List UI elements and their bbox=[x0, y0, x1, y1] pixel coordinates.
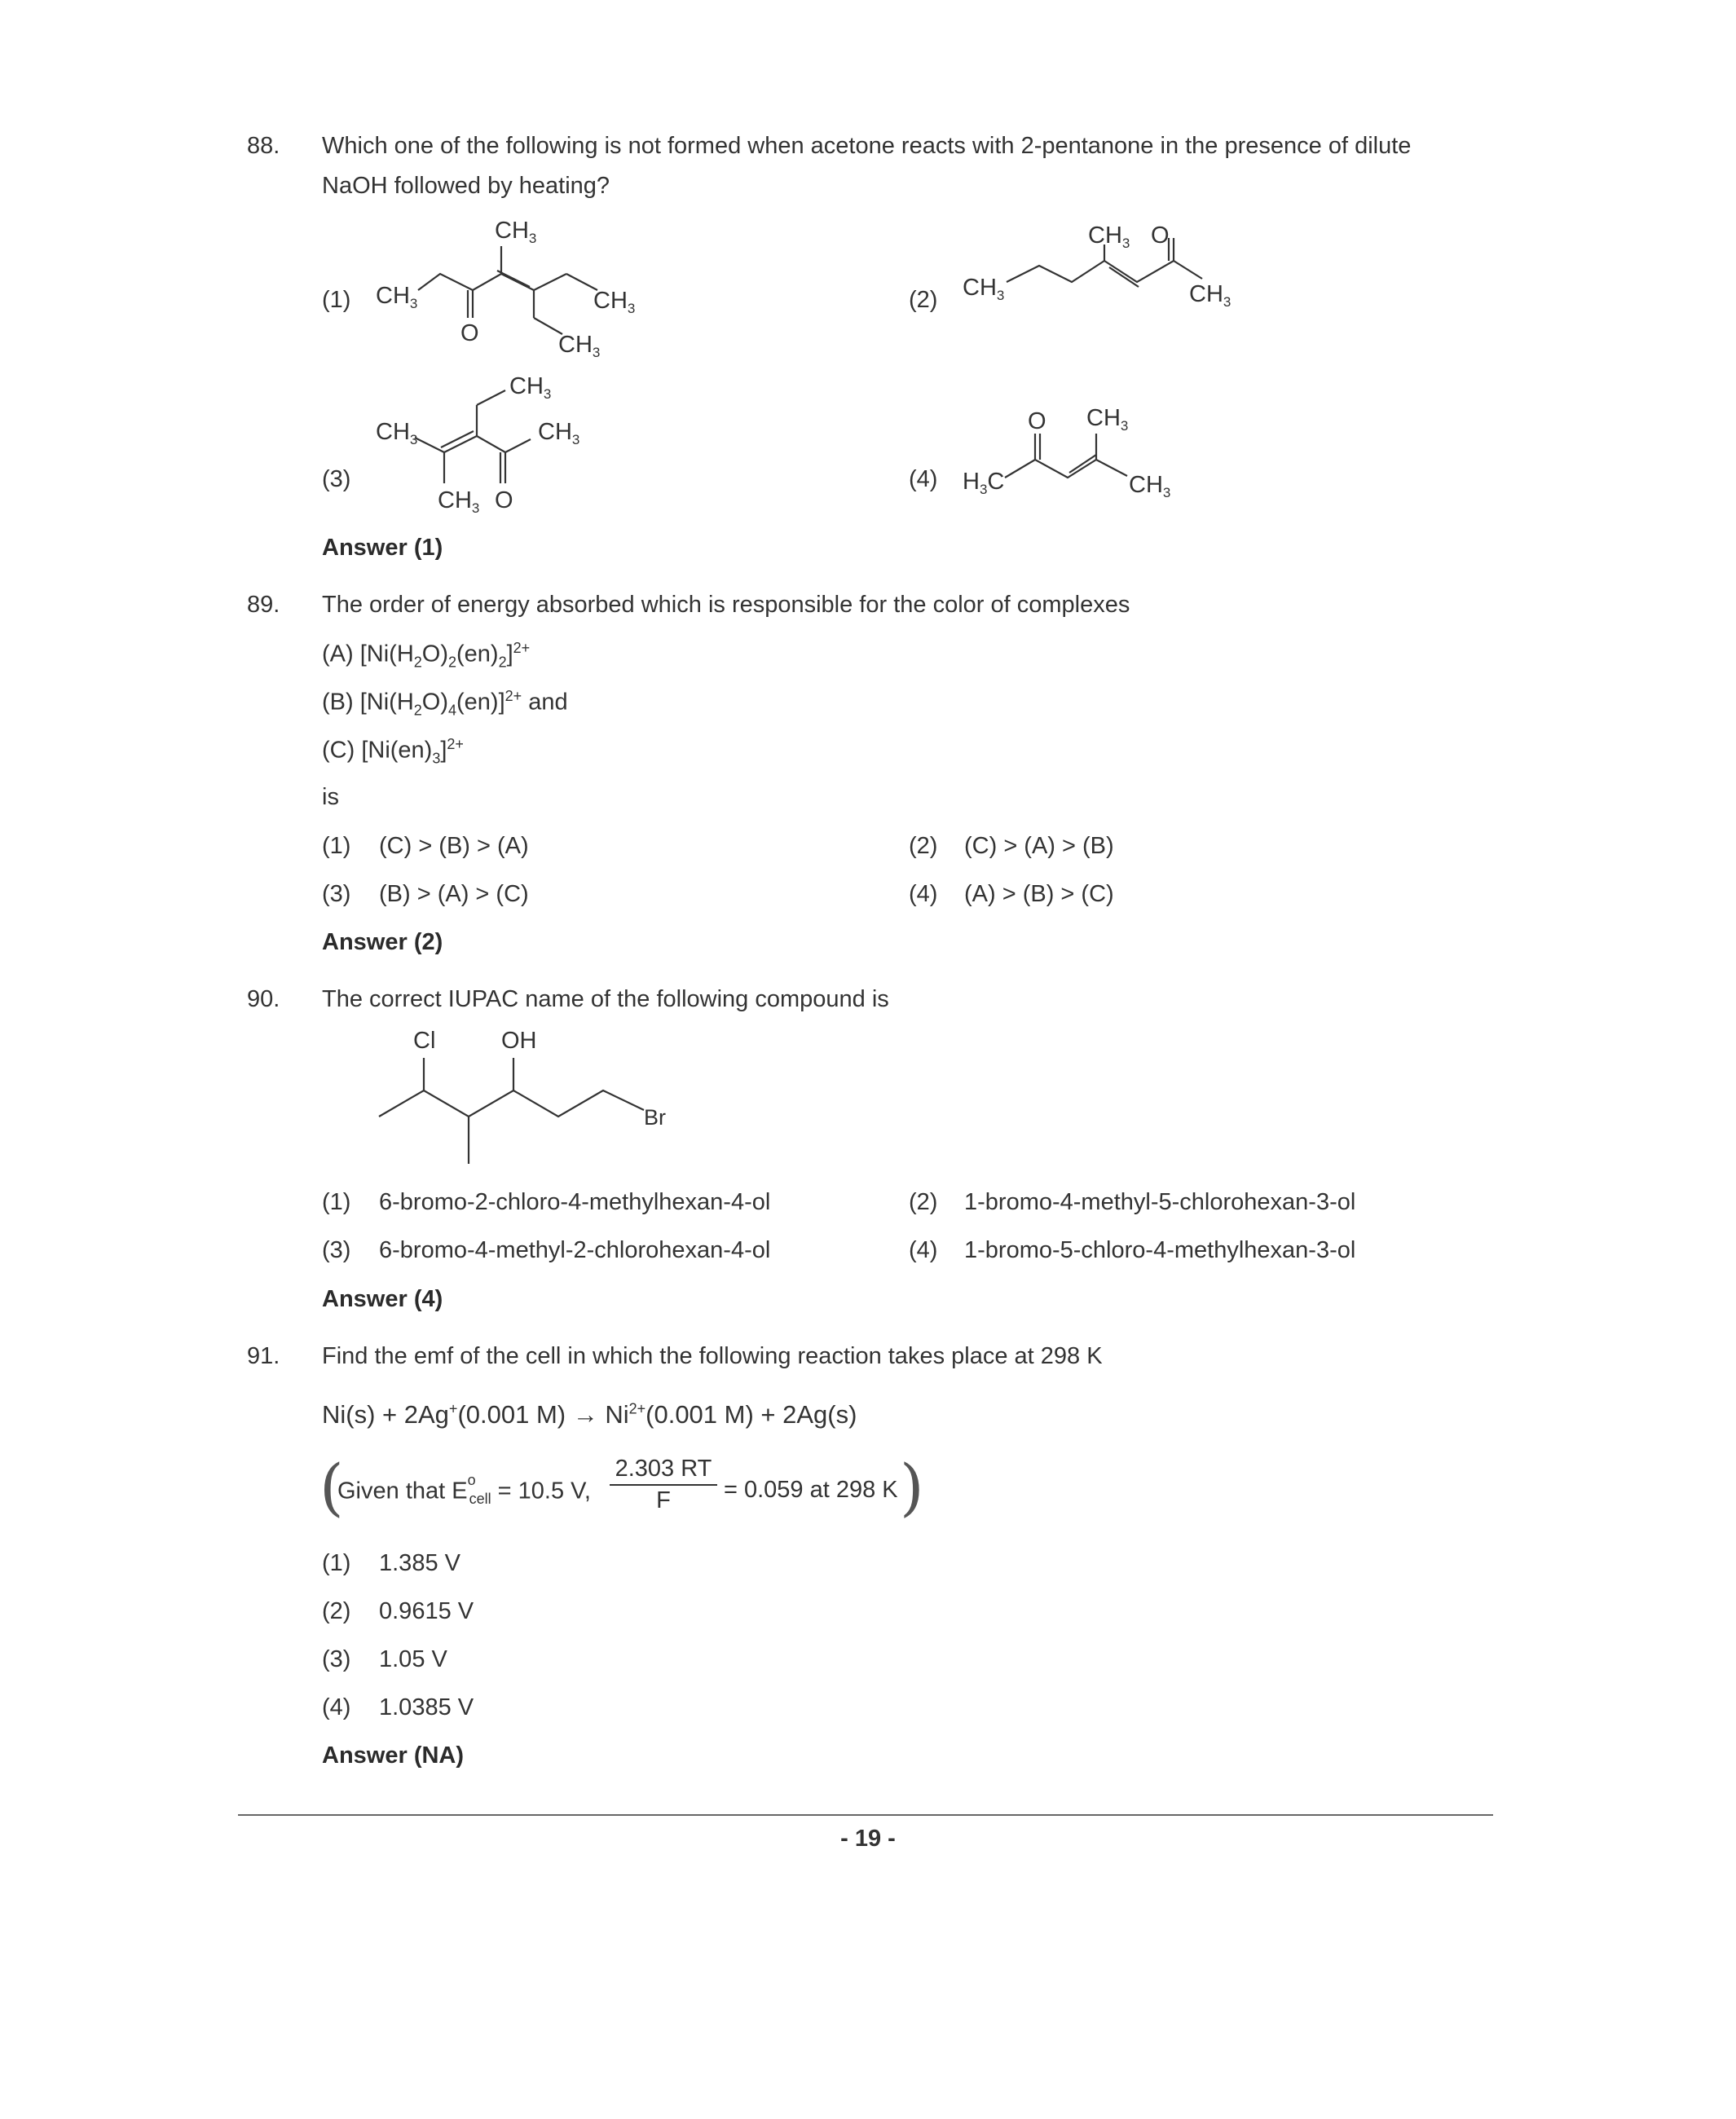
q91-option-3-text: 1.05 V bbox=[379, 1646, 447, 1672]
q91-given-right-paren: ) bbox=[900, 1451, 924, 1523]
q90-option-3-text: 6-bromo-4-methyl-2-chlorohexan-4-ol bbox=[379, 1237, 771, 1263]
q89-is: is bbox=[322, 784, 339, 810]
page-number: - 19 - bbox=[840, 1826, 896, 1852]
s4-ch3-right: $CH_3$ bbox=[1129, 472, 1171, 500]
q89-option-1-num: (1) bbox=[322, 833, 351, 859]
s3-ch3-right: $CH_3$ bbox=[538, 419, 580, 447]
q89-option-3-num: (3) bbox=[322, 881, 351, 907]
q91-option-1-text: 1.385 V bbox=[379, 1550, 460, 1576]
q91-text: Find the emf of the cell in which the following reaction takes place at 298 K bbox=[322, 1343, 1103, 1369]
q88-answer: Answer (1) bbox=[322, 535, 443, 561]
s2-ch3-left: $CH_3$ bbox=[963, 275, 1005, 303]
q91-answer: Answer (NA) bbox=[322, 1742, 465, 1769]
s1-ch3-bottom: $CH_3$ bbox=[558, 332, 601, 360]
s2-ch3-top: $CH_3$ bbox=[1088, 222, 1130, 251]
s4-oxygen: O bbox=[1028, 408, 1046, 434]
s3-oxygen: O bbox=[495, 487, 513, 513]
q91-option-4-text: 1.0385 V bbox=[379, 1694, 474, 1720]
s2-oxygen: O bbox=[1151, 222, 1170, 249]
s3-ch3-left: $CH_3$ bbox=[376, 419, 418, 447]
q89-answer: Answer (2) bbox=[322, 929, 443, 955]
q88-option-3-label: (3) bbox=[322, 466, 351, 492]
q91-given-tail: = 0.059 at 298 K bbox=[724, 1477, 898, 1503]
q91-option-2-num: (2) bbox=[322, 1598, 351, 1624]
q90-option-2-num: (2) bbox=[909, 1189, 938, 1215]
q89-complex-c: (C) $[Ni(en)_3]^{2+}$ bbox=[322, 736, 464, 767]
q90-text: The correct IUPAC name of the following compound is bbox=[322, 986, 889, 1012]
q90-cl-label: Cl bbox=[413, 1028, 436, 1054]
footer-divider bbox=[238, 1814, 1493, 1816]
q90-option-3-num: (3) bbox=[322, 1237, 351, 1263]
q91-reaction: Ni(s) + 2Ag+(0.001 $M) \to Ni^{2+}(0.001$ M) + 2Ag(s) bbox=[322, 1400, 857, 1429]
s4-h3c: $H_3C$ bbox=[963, 469, 1005, 497]
q90-option-1-text: 6-bromo-2-chloro-4-methylhexan-4-ol bbox=[379, 1189, 771, 1215]
q88-structure-4 bbox=[958, 399, 1202, 509]
q91-option-4-num: (4) bbox=[322, 1694, 351, 1720]
q90-option-4-text: 1-bromo-5-chloro-4-methylhexan-3-ol bbox=[964, 1237, 1356, 1263]
q88-option-1-label: (1) bbox=[322, 287, 351, 313]
q91-option-1-num: (1) bbox=[322, 1550, 351, 1576]
q90-structure bbox=[371, 1025, 681, 1172]
q90-option-2-text: 1-bromo-4-methyl-5-chlorohexan-3-ol bbox=[964, 1189, 1356, 1215]
q91-fraction-denominator: F bbox=[656, 1487, 671, 1513]
s1-oxygen: O bbox=[460, 320, 479, 346]
q88-structure-3 bbox=[371, 371, 615, 518]
q89-option-3-text: (B) > (A) > (C) bbox=[379, 881, 529, 907]
q91-number: 91. bbox=[247, 1343, 280, 1369]
q90-number: 90. bbox=[247, 986, 280, 1012]
q88-option-4-label: (4) bbox=[909, 466, 938, 492]
q89-number: 89. bbox=[247, 592, 280, 618]
q90-answer: Answer (4) bbox=[322, 1286, 443, 1312]
q89-option-1-text: (C) > (B) > (A) bbox=[379, 833, 529, 859]
q90-oh-label: OH bbox=[501, 1028, 537, 1054]
q89-text: The order of energy absorbed which is responsible for the color of complexes bbox=[322, 592, 1130, 618]
q91-given-fraction bbox=[610, 1456, 717, 1514]
s2-ch3-right: $CH_3$ bbox=[1189, 281, 1232, 310]
q89-option-2-num: (2) bbox=[909, 833, 938, 859]
q89-complex-a: (A) $[Ni(H_2O)_2(en)_2]^{2+}$ bbox=[322, 640, 531, 671]
s4-ch3-top: $CH_3$ bbox=[1086, 405, 1129, 434]
q91-option-3-num: (3) bbox=[322, 1646, 351, 1672]
s1-ch3-top: $CH_3$ bbox=[495, 218, 537, 246]
q91-given-left-paren: ( bbox=[319, 1451, 344, 1523]
s3-ch3-top: $CH_3$ bbox=[509, 373, 552, 402]
q88-text-line1: Which one of the following is not formed when acetone reacts with 2-pentanone in the presence of dilute bbox=[322, 133, 1412, 159]
q88-text-line2: NaOH followed by heating? bbox=[322, 173, 610, 199]
q89-option-2-text: (C) > (A) > (B) bbox=[964, 833, 1114, 859]
q90-option-4-num: (4) bbox=[909, 1237, 938, 1263]
s1-ch3-left: $CH_3$ bbox=[376, 283, 418, 311]
q89-option-4-text: (A) > (B) > (C) bbox=[964, 881, 1114, 907]
q88-structure-1 bbox=[371, 212, 664, 367]
q90-option-1-num: (1) bbox=[322, 1189, 351, 1215]
q91-fraction-numerator: 2.303 RT bbox=[610, 1456, 717, 1486]
q91-given-text: Given that $E^o_{cell} = 10.5$ V, bbox=[337, 1472, 591, 1508]
q90-br-label: Br bbox=[644, 1105, 666, 1130]
q88-number: 88. bbox=[247, 133, 280, 159]
s3-ch3-bottom: $CH_3$ bbox=[438, 487, 480, 516]
q91-option-2-text: 0.9615 V bbox=[379, 1598, 474, 1624]
q88-option-2-label: (2) bbox=[909, 287, 938, 313]
q88-structure-2 bbox=[958, 220, 1251, 326]
s1-ch3-right: $CH_3$ bbox=[593, 288, 636, 316]
q89-option-4-num: (4) bbox=[909, 881, 938, 907]
q89-complex-b: (B) $[Ni(H_2O)_4(en)]^{2+}$ and bbox=[322, 688, 568, 719]
